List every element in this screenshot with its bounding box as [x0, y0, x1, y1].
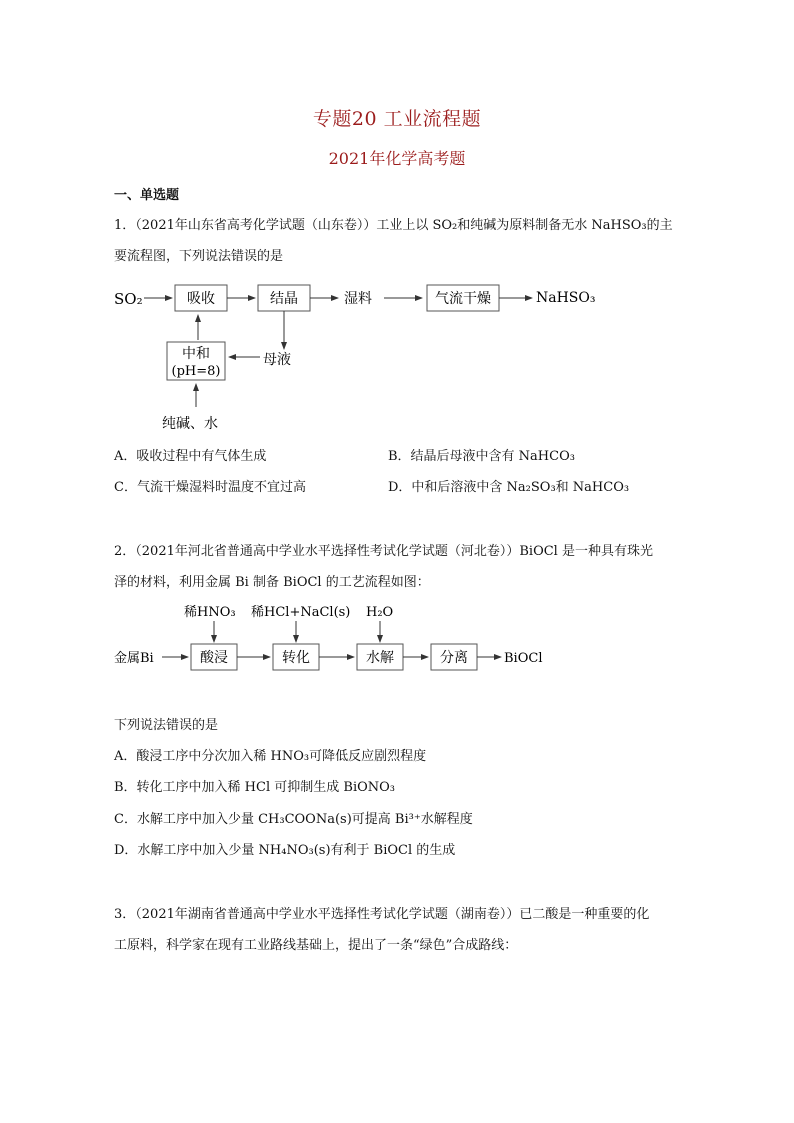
q2-prompt: 下列说法错误的是 [114, 718, 219, 733]
q1-stem-line1: 1．（2021年山东省高考化学试题（山东卷））工业上以 SO₂和纯碱为原料制备无水 NaHSO₃的主 [114, 218, 673, 233]
q2-node-product: BiOCl [504, 651, 543, 666]
q1-option-d[interactable]: D．中和后溶液中含 Na₂SO₃和 NaHCO₃ [388, 480, 630, 495]
q1-option-a[interactable]: A．吸收过程中有气体生成 [114, 449, 267, 464]
q2-node-convert: 转化 [282, 650, 310, 666]
q1-node-absorb: 吸收 [187, 291, 215, 307]
q1-node-neutralize: 中和 [182, 346, 210, 362]
q2-node-acid-leach: 酸浸 [200, 650, 228, 666]
q3-stem-line2: 工原料，科学家在现有工业路线基础上，提出了一条“绿色”合成路线： [114, 938, 518, 953]
section-heading: 一、单选题 [114, 188, 180, 203]
q2-reagent-hcl-nacl: 稀HCl+NaCl(s) [251, 605, 351, 620]
q1-node-soda-water: 纯碱、水 [162, 416, 218, 432]
q2-node-start: 金属Bi [114, 651, 154, 666]
q1-option-b[interactable]: B．结晶后母液中含有 NaHCO₃ [388, 449, 575, 464]
q2-stem-line2: 泽的材料，利用金属 Bi 制备 BiOCl 的工艺流程如图： [114, 575, 430, 590]
q2-node-separate: 分离 [440, 650, 468, 666]
q2-option-b[interactable]: B．转化工序中加入稀 HCl 可抑制生成 BiONO₃ [114, 780, 396, 795]
q1-node-wet: 湿料 [344, 291, 372, 307]
q2-option-a[interactable]: A．酸浸工序中分次加入稀 HNO₃可降低反应剧烈程度 [114, 749, 427, 764]
q1-node-crystal: 结晶 [270, 291, 298, 307]
q2-node-hydrolysis: 水解 [366, 650, 394, 666]
q1-flow-diagram [100, 272, 660, 442]
page-title: 专题20 工业流程题 [312, 108, 482, 130]
page-subtitle: 2021年化学高考题 [328, 149, 466, 168]
q3-stem-line1: 3．（2021年湖南省普通高中学业水平选择性考试化学试题（湖南卷））已二酸是一种重要的化 [114, 907, 650, 922]
q2-flow-diagram [104, 598, 574, 678]
q2-option-d[interactable]: D．水解工序中加入少量 NH₄NO₃(s)有利于 BiOCl 的生成 [114, 843, 456, 858]
q2-reagent-hno3: 稀HNO₃ [184, 605, 236, 620]
q2-stem-line1: 2．（2021年河北省普通高中学业水平选择性考试化学试题（河北卷））BiOCl 是一种具有珠光 [114, 544, 653, 559]
q2-option-c[interactable]: C．水解工序中加入少量 CH₃COONa(s)可提高 Bi³⁺水解程度 [114, 812, 473, 827]
q1-node-mother-liquor: 母液 [263, 352, 291, 368]
q1-node-so2: SO₂ [114, 290, 143, 308]
q2-reagent-water: H₂O [366, 605, 394, 620]
q1-node-neutralize-ph: (pH=8) [171, 364, 221, 379]
q1-stem-line2: 要流程图，下列说法错误的是 [114, 249, 284, 264]
q1-node-product: NaHSO₃ [536, 290, 596, 306]
q1-node-dry: 气流干燥 [435, 291, 491, 307]
q1-option-c[interactable]: C．气流干燥湿料时温度不宜过高 [114, 480, 306, 495]
